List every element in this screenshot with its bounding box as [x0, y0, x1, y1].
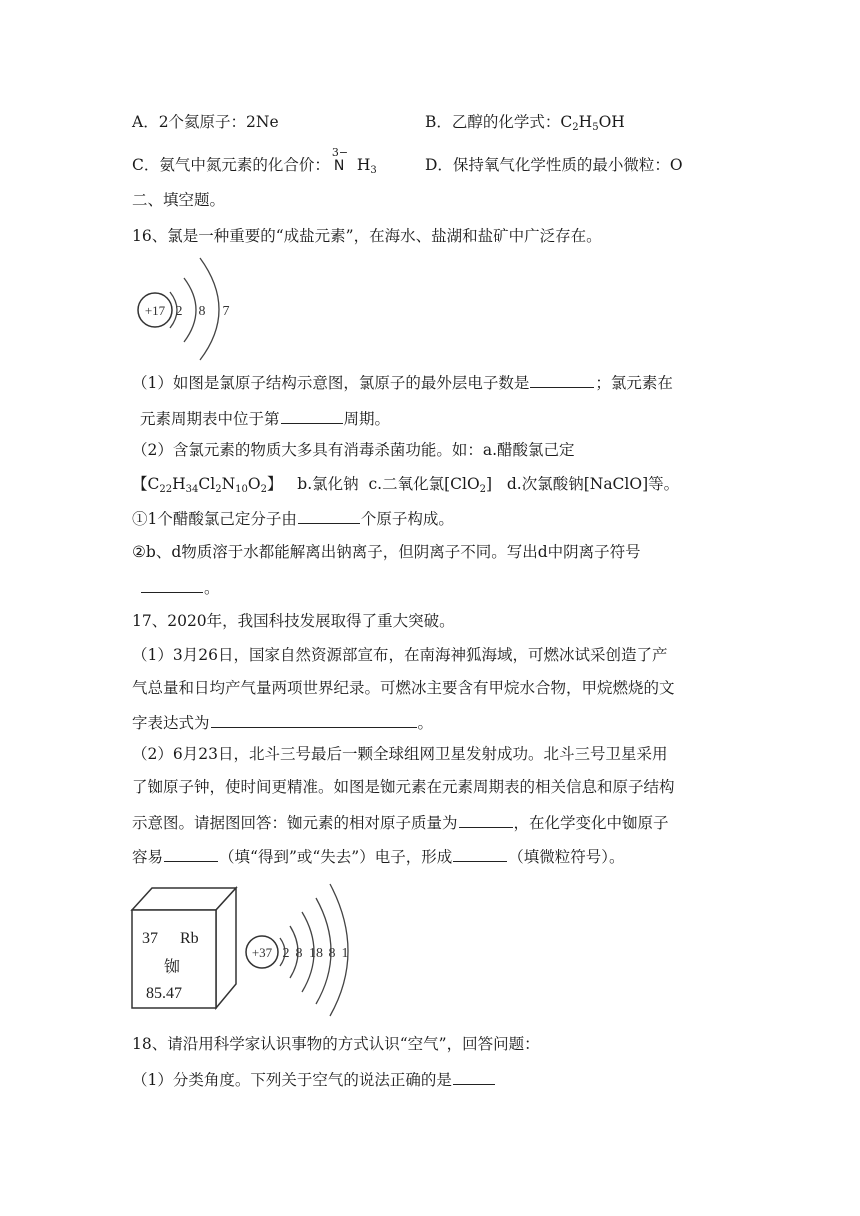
q17-part2-line4: 容易 （填“得到”或“失去”）电子，形成 （填微粒符号）。 [132, 845, 624, 867]
q15-option-b: B．乙醇的化学式：$C_2H_5OH$ [425, 113, 625, 133]
q17-part1-line3: 字表达式为 。 [132, 711, 433, 733]
q17-stem: 17、2020年，我国科技发展取得了重大突破。 [132, 612, 455, 630]
answer-blank[interactable] [530, 371, 594, 388]
q17-part2-line2: 了铷原子钟，使时间更精准。如图是铷元素在元素周期表的相关信息和原子结构 [132, 778, 675, 796]
answer-blank[interactable] [459, 811, 513, 828]
chlorine-shell-2 [184, 278, 196, 342]
rubidium-name: 铷 [164, 959, 181, 976]
q15-option-d: D．保持氧气化学性质的最小微粒：O [425, 156, 683, 174]
answer-blank[interactable] [164, 845, 218, 862]
rubidium-atomic-mass: 85.47 [146, 985, 182, 1002]
q17-part2-line1: （2）6月23日，北斗三号最后一颗全球组网卫星发射成功。北斗三号卫星采用 [132, 745, 668, 763]
q17-part1-line1: （1）3月26日，国家自然资源部宣布，在南海神狐海域，可燃冰试采创造了产 [132, 646, 668, 664]
q17-part2-line3: 示意图。请据图回答：铷元素的相对原子质量为 ，在化学变化中铷原子 [132, 811, 669, 833]
rubidium-element-box [128, 880, 240, 1015]
rubidium-atomic-number: 37 [142, 930, 158, 947]
answer-blank[interactable] [453, 845, 507, 862]
q16-part1-line1: （1）如图是氯原子结构示意图，氯原子的最外层电子数是 ；氯元素在 [132, 371, 673, 393]
rubidium-nucleus-label: +37 [251, 945, 273, 960]
rubidium-atom-diagram [244, 880, 368, 1018]
rubidium-shell-electrons-3: 18 [309, 946, 323, 961]
rubidium-shell-electrons-4: 8 [328, 946, 336, 961]
chlorine-shell-electrons-3: 7 [222, 304, 230, 319]
chlorine-nucleus-label: +17 [144, 303, 166, 318]
answer-blank[interactable] [298, 507, 360, 524]
q15-option-a: A．2个氦原子：2Ne [132, 113, 279, 131]
chlorine-atom-diagram [134, 254, 244, 362]
rubidium-shell-electrons-2: 8 [295, 946, 303, 961]
rubidium-shell-electrons-5: 1 [341, 946, 349, 961]
q16-sub2: ②b、d物质溶于水都能解离出钠离子，但阴离子不同。写出d中阴离子符号 [132, 543, 641, 561]
answer-blank[interactable] [211, 711, 417, 728]
cube-side-face [216, 888, 236, 1008]
chlorine-shell-electrons-1: 2 [175, 304, 183, 319]
rubidium-symbol: Rb [180, 930, 199, 947]
q16-stem: 16、氯是一种重要的“成盐元素”，在海水、盐湖和盐矿中广泛存在。 [132, 227, 602, 245]
section-title: 二、填空题。 [132, 191, 226, 209]
q16-sub2-blank-line: 。 [140, 576, 220, 598]
q18-stem: 18、请沿用科学家认识事物的方式认识“空气”，回答问题： [132, 1035, 540, 1053]
valence-notation: 3− N [331, 146, 349, 174]
q17-part1-line2: 气总量和日均产气量两项世界纪录。可燃冰主要含有甲烷水合物，甲烷燃烧的文 [132, 679, 675, 697]
q16-part1-line2: 元素周期表中位于第 周期。 [140, 407, 390, 429]
answer-blank[interactable] [281, 407, 343, 424]
q16-part2-line2: 【$C_{22}H_{34}Cl_2N_{10}O_2$】 b.氯化钠 c.二氧化氯[ClO$_2$] d.次氯酸钠[NaClO]等。 [132, 475, 680, 495]
rubidium-shell-electrons-1: 2 [282, 946, 290, 961]
q16-part2-line1: （2）含氯元素的物质大多具有消毒杀菌功能。如：a.醋酸氯己定 [132, 441, 575, 459]
chlorine-shell-electrons-2: 8 [198, 304, 206, 319]
q16-sub1: ①1个醋酸氯己定分子由 个原子构成。 [132, 507, 454, 529]
q15-option-c: C．氨气中氮元素的化合价： 3− N $H_3$ [132, 146, 377, 176]
q18-part1: （1）分类角度。下列关于空气的说法正确的是 [132, 1068, 496, 1090]
answer-blank[interactable] [453, 1068, 495, 1085]
answer-blank[interactable] [141, 576, 203, 593]
